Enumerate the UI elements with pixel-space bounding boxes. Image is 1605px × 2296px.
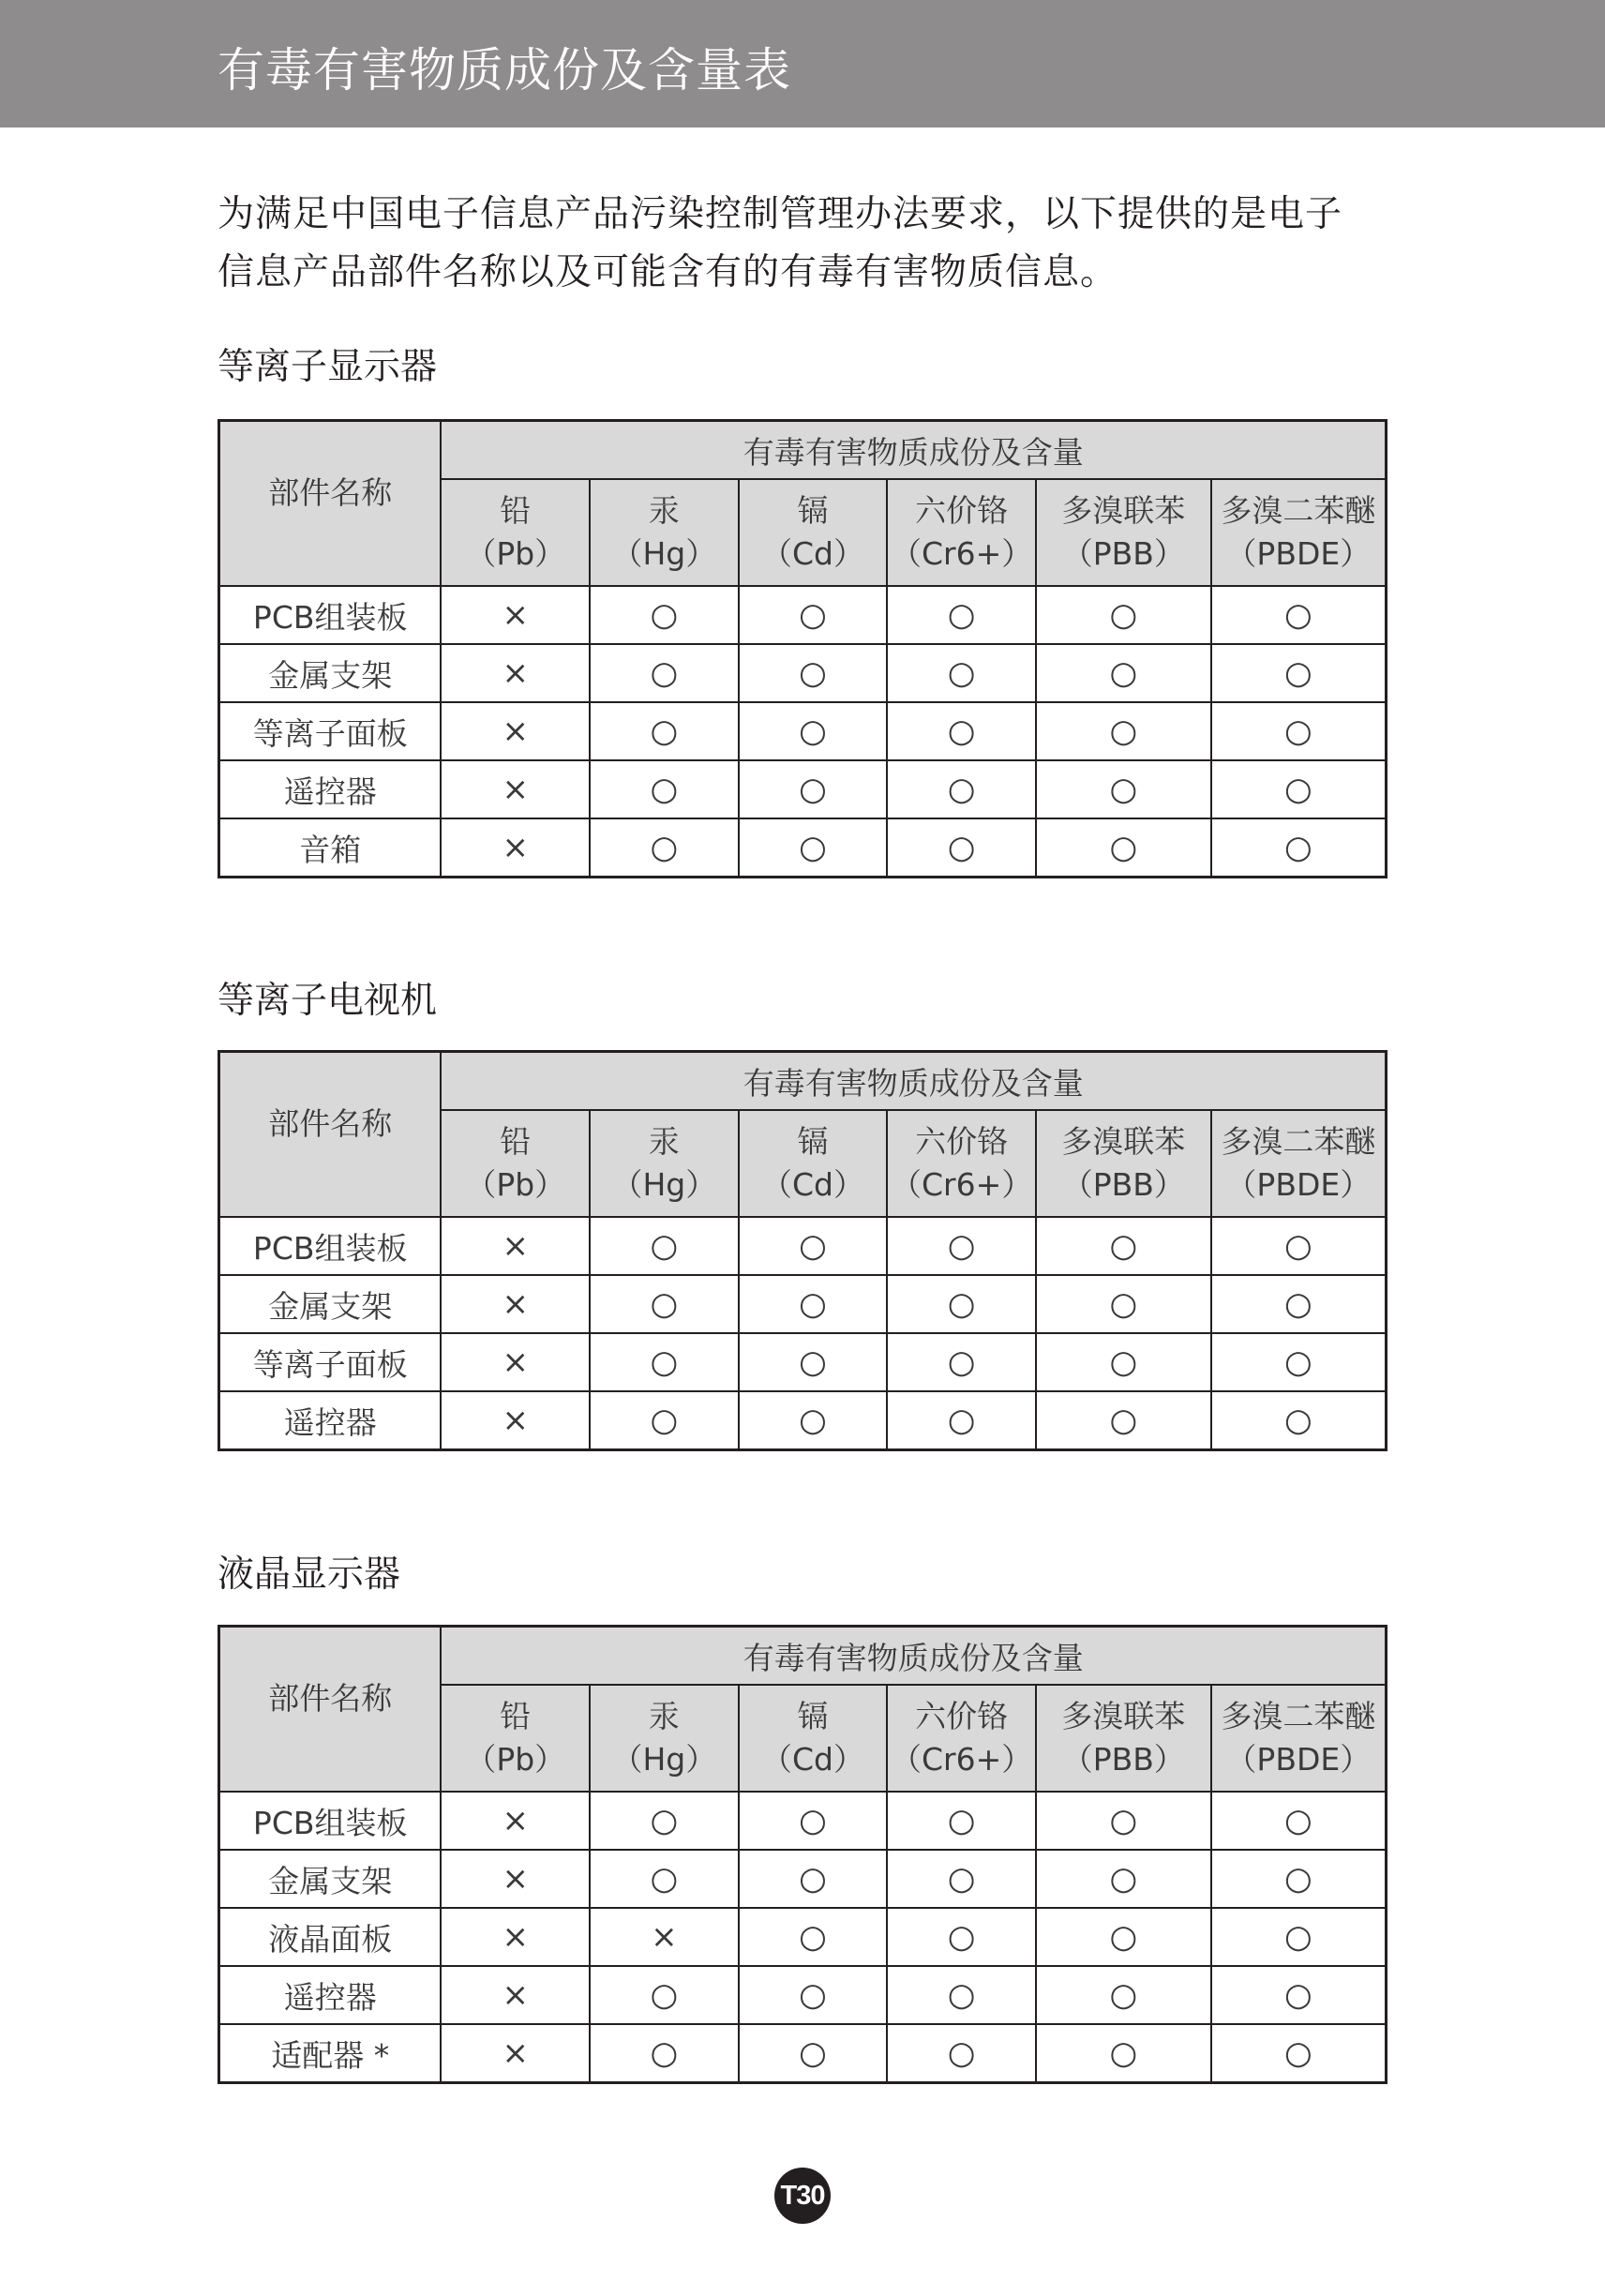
column-header-substance <box>590 1685 739 1792</box>
column-header-substance <box>887 1685 1036 1792</box>
content-mark-cell: × <box>590 1908 739 1966</box>
table-row <box>219 1908 1387 1966</box>
content-mark-cell: ○ <box>739 1908 888 1966</box>
content-mark-cell: × <box>441 1908 590 1966</box>
column-header-substance <box>1211 1685 1387 1792</box>
part-name-cell: PCB组装板 <box>219 586 442 644</box>
content-mark-cell: × <box>441 1391 590 1450</box>
substance-symbol: （Pb） <box>465 535 566 572</box>
content-mark-cell: ○ <box>590 2024 739 2083</box>
content-mark-cell: ○ <box>739 2024 888 2083</box>
column-header-part-name: 部件名称 <box>219 1627 442 1793</box>
column-group-header: 有毒有害物质成份及含量 <box>441 421 1386 480</box>
content-mark-cell: ○ <box>1036 702 1211 760</box>
content-mark-cell: ○ <box>1036 1908 1211 1966</box>
part-name-cell: 遥控器 <box>219 1391 442 1450</box>
content-mark-cell: × <box>441 702 590 760</box>
content-mark-cell: ○ <box>1211 1391 1387 1450</box>
content-mark-cell: ○ <box>590 1217 739 1275</box>
substance-name: 多溴联苯 <box>1061 1123 1186 1160</box>
column-header-substance <box>1211 1110 1387 1217</box>
part-name-cell: 遥控器 <box>219 1966 442 2024</box>
column-header-substance <box>1036 479 1211 586</box>
substance-symbol: （PBDE） <box>1225 1166 1372 1203</box>
content-mark-cell: × <box>441 1850 590 1908</box>
part-name-cell: 适配器 * <box>219 2024 442 2083</box>
part-name-cell: 金属支架 <box>219 644 442 702</box>
substance-symbol: （Cr6+） <box>890 1741 1033 1778</box>
substance-symbol: （Cd） <box>761 1166 864 1203</box>
content-mark-cell: ○ <box>739 1792 888 1850</box>
substance-name: 多溴联苯 <box>1061 1698 1186 1734</box>
substance-symbol: （PBB） <box>1061 1741 1185 1778</box>
substance-name: 镉 <box>797 1123 829 1160</box>
content-mark-cell: ○ <box>1036 1333 1211 1391</box>
page-number: T30 <box>774 2168 831 2224</box>
content-mark-cell: ○ <box>739 644 888 702</box>
table-row <box>219 1217 1387 1275</box>
column-header-substance <box>887 1110 1036 1217</box>
table-row <box>219 1275 1387 1333</box>
content-mark-cell: ○ <box>887 1908 1036 1966</box>
column-header-substance <box>441 1685 590 1792</box>
content-mark-cell: ○ <box>1036 1217 1211 1275</box>
substance-name: 铅 <box>500 492 532 529</box>
content-mark-cell: ○ <box>739 1966 888 2024</box>
content-mark-cell: ○ <box>887 760 1036 818</box>
content-mark-cell: ○ <box>590 1333 739 1391</box>
table-row <box>219 1966 1387 2024</box>
content-mark-cell: ○ <box>739 1850 888 1908</box>
content-mark-cell: ○ <box>739 1391 888 1450</box>
content-mark-cell: ○ <box>1036 1792 1211 1850</box>
content-mark-cell: ○ <box>1036 1275 1211 1333</box>
content-mark-cell: ○ <box>1036 760 1211 818</box>
table-row <box>219 2024 1387 2083</box>
substance-symbol: （PBDE） <box>1225 535 1372 572</box>
content-mark-cell: ○ <box>739 586 888 644</box>
content-mark-cell: ○ <box>590 818 739 878</box>
column-header-substance <box>1036 1110 1211 1217</box>
content-mark-cell: ○ <box>739 1275 888 1333</box>
substance-symbol: （Hg） <box>611 1741 717 1778</box>
column-header-part-name: 部件名称 <box>219 1052 442 1218</box>
content-mark-cell: ○ <box>590 644 739 702</box>
substance-symbol: （Hg） <box>611 1166 717 1203</box>
substance-symbol: （PBB） <box>1061 535 1185 572</box>
intro-paragraph <box>218 186 1418 302</box>
substance-symbol: （Cr6+） <box>890 1166 1033 1203</box>
substance-symbol: （Cd） <box>761 535 864 572</box>
substance-name: 多溴二苯醚 <box>1221 492 1376 529</box>
substance-name: 铅 <box>500 1698 532 1734</box>
content-mark-cell: × <box>441 1275 590 1333</box>
column-header-substance <box>590 1110 739 1217</box>
content-mark-cell: × <box>441 1333 590 1391</box>
substance-name: 多溴联苯 <box>1061 492 1186 529</box>
content-mark-cell: ○ <box>887 1850 1036 1908</box>
substance-symbol: （PBDE） <box>1225 1741 1372 1778</box>
part-name-cell: 金属支架 <box>219 1850 442 1908</box>
substance-symbol: （Cd） <box>761 1741 864 1778</box>
content-mark-cell: ○ <box>1036 586 1211 644</box>
content-mark-cell: ○ <box>590 586 739 644</box>
content-mark-cell: ○ <box>887 1333 1036 1391</box>
substance-name: 汞 <box>648 1698 680 1734</box>
content-mark-cell: ○ <box>887 644 1036 702</box>
content-mark-cell: ○ <box>1036 818 1211 878</box>
content-mark-cell: ○ <box>887 818 1036 878</box>
content-mark-cell: ○ <box>1036 644 1211 702</box>
table-row <box>219 760 1387 818</box>
column-header-part-name: 部件名称 <box>219 421 442 587</box>
content-mark-cell: ○ <box>1036 1850 1211 1908</box>
column-header-substance <box>1211 479 1387 586</box>
page-title: 有毒有害物质成份及含量表 <box>218 43 791 98</box>
table-row <box>219 818 1387 878</box>
content-mark-cell: × <box>441 1966 590 2024</box>
content-mark-cell: ○ <box>1211 760 1387 818</box>
content-mark-cell: ○ <box>739 760 888 818</box>
content-mark-cell: × <box>441 1217 590 1275</box>
content-mark-cell: ○ <box>887 586 1036 644</box>
substance-name: 铅 <box>500 1123 532 1160</box>
content-mark-cell: × <box>441 760 590 818</box>
column-header-substance <box>739 479 888 586</box>
part-name-cell: 音箱 <box>219 818 442 878</box>
substance-name: 多溴二苯醚 <box>1221 1698 1376 1734</box>
substance-name: 六价铬 <box>915 1123 1009 1160</box>
intro-line-2: 信息产品部件名称以及可能含有的有毒有害物质信息。 <box>218 251 1118 293</box>
table-row <box>219 1333 1387 1391</box>
content-mark-cell: ○ <box>739 1333 888 1391</box>
substance-symbol: （Cr6+） <box>890 535 1033 572</box>
column-group-header: 有毒有害物质成份及含量 <box>441 1052 1386 1111</box>
content-mark-cell: × <box>441 2024 590 2083</box>
content-mark-cell: × <box>441 818 590 878</box>
content-mark-cell: ○ <box>1211 1275 1387 1333</box>
content-mark-cell: ○ <box>1036 1966 1211 2024</box>
content-mark-cell: ○ <box>739 1217 888 1275</box>
content-mark-cell: ○ <box>887 1792 1036 1850</box>
content-mark-cell: × <box>441 586 590 644</box>
content-mark-cell: ○ <box>1036 2024 1211 2083</box>
content-mark-cell: ○ <box>887 2024 1036 2083</box>
hazard-table <box>218 419 1388 878</box>
substance-name: 镉 <box>797 492 829 529</box>
column-header-substance <box>1036 1685 1211 1792</box>
content-mark-cell: ○ <box>739 702 888 760</box>
intro-line-1: 为满足中国电子信息产品污染控制管理办法要求，以下提供的是电子 <box>218 193 1343 235</box>
table-row <box>219 586 1387 644</box>
content-mark-cell: × <box>441 1792 590 1850</box>
column-header-substance <box>739 1110 888 1217</box>
substance-name: 汞 <box>648 492 680 529</box>
substance-name: 六价铬 <box>915 492 1009 529</box>
content-mark-cell: ○ <box>1211 586 1387 644</box>
part-name-cell: 等离子面板 <box>219 702 442 760</box>
content-mark-cell: ○ <box>590 1850 739 1908</box>
table-row <box>219 1391 1387 1450</box>
content-mark-cell: ○ <box>590 1792 739 1850</box>
table-row <box>219 702 1387 760</box>
content-mark-cell: ○ <box>739 818 888 878</box>
content-mark-cell: ○ <box>1211 1333 1387 1391</box>
column-header-substance <box>441 479 590 586</box>
content-mark-cell: ○ <box>887 1966 1036 2024</box>
column-header-substance <box>441 1110 590 1217</box>
content-mark-cell: ○ <box>887 702 1036 760</box>
hazard-table <box>218 1625 1388 2084</box>
table-row <box>219 1792 1387 1850</box>
column-header-substance <box>887 479 1036 586</box>
content-mark-cell: ○ <box>1036 1391 1211 1450</box>
part-name-cell: 液晶面板 <box>219 1908 442 1966</box>
part-name-cell: 金属支架 <box>219 1275 442 1333</box>
content-mark-cell: ○ <box>1211 818 1387 878</box>
substance-symbol: （Pb） <box>465 1741 566 1778</box>
content-mark-cell: ○ <box>1211 1908 1387 1966</box>
column-group-header: 有毒有害物质成份及含量 <box>441 1627 1386 1686</box>
substance-name: 六价铬 <box>915 1698 1009 1734</box>
substance-symbol: （Pb） <box>465 1166 566 1203</box>
section-title: 液晶显示器 <box>218 1553 401 1596</box>
content-mark-cell: ○ <box>887 1275 1036 1333</box>
part-name-cell: PCB组装板 <box>219 1217 442 1275</box>
section-title: 等离子电视机 <box>218 980 438 1022</box>
content-mark-cell: ○ <box>590 1966 739 2024</box>
content-mark-cell: ○ <box>590 1391 739 1450</box>
part-name-cell: 遥控器 <box>219 760 442 818</box>
column-header-substance <box>590 479 739 586</box>
content-mark-cell: ○ <box>1211 2024 1387 2083</box>
table-row <box>219 644 1387 702</box>
content-mark-cell: ○ <box>590 1275 739 1333</box>
substance-symbol: （PBB） <box>1061 1166 1185 1203</box>
section-title: 等离子显示器 <box>218 346 438 388</box>
table-row <box>219 1850 1387 1908</box>
substance-name: 镉 <box>797 1698 829 1734</box>
hazard-table <box>218 1050 1388 1451</box>
substance-name: 多溴二苯醚 <box>1221 1123 1376 1160</box>
content-mark-cell: ○ <box>1211 1217 1387 1275</box>
column-header-substance <box>739 1685 888 1792</box>
content-mark-cell: ○ <box>1211 1850 1387 1908</box>
content-mark-cell: ○ <box>887 1391 1036 1450</box>
content-mark-cell: × <box>441 644 590 702</box>
content-mark-cell: ○ <box>1211 644 1387 702</box>
part-name-cell: PCB组装板 <box>219 1792 442 1850</box>
substance-symbol: （Hg） <box>611 535 717 572</box>
content-mark-cell: ○ <box>1211 1792 1387 1850</box>
content-mark-cell: ○ <box>1211 1966 1387 2024</box>
content-mark-cell: ○ <box>887 1217 1036 1275</box>
content-mark-cell: ○ <box>590 702 739 760</box>
content-mark-cell: ○ <box>1211 702 1387 760</box>
substance-name: 汞 <box>648 1123 680 1160</box>
part-name-cell: 等离子面板 <box>219 1333 442 1391</box>
content-mark-cell: ○ <box>590 760 739 818</box>
